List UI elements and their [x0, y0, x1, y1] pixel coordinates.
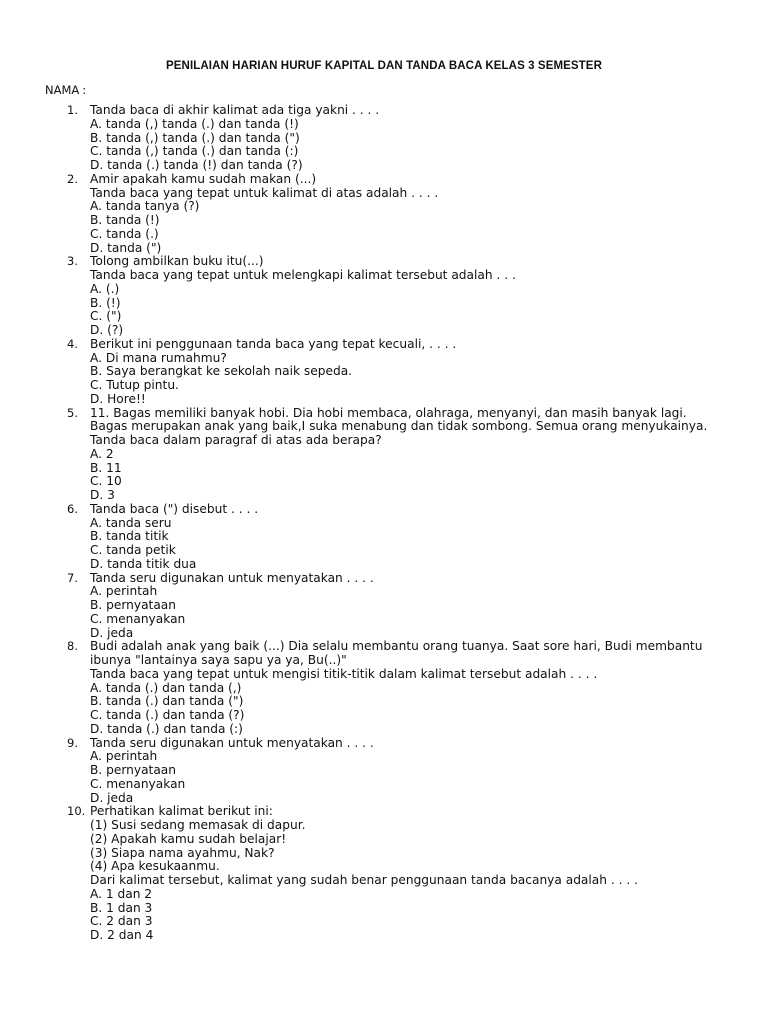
question-item [0, 407, 768, 503]
question-text: Tanda baca yang tepat untuk kalimat di atas adalah . . . . [90, 185, 439, 200]
question-item [0, 503, 768, 572]
question-number: 8. [67, 639, 78, 654]
question-item [0, 173, 768, 256]
question-item [0, 104, 768, 173]
question-text: Tanda baca di akhir kalimat ada tiga yakni . . . . [90, 103, 380, 117]
answer-option: B. 11 [90, 460, 122, 475]
question-item [0, 737, 768, 806]
question-list [0, 104, 768, 943]
question-text: 11. Bagas memiliki banyak hobi. Dia hobi membaca, olahraga, menyanyi, dan masih banyak lagi. [90, 405, 687, 420]
answer-option: C. Tutup pintu. [90, 378, 179, 392]
question-number: 3. [67, 254, 78, 269]
question-text: Tanda baca (") disebut . . . . [90, 501, 259, 516]
question-text: Tanda baca yang tepat untuk mengisi titik-titik dalam kalimat tersebut adalah . . . . [90, 666, 598, 681]
answer-option: C. menanyakan [90, 611, 186, 626]
answer-option: A. 2 [90, 446, 114, 461]
answer-option: D. Hore!! [90, 391, 146, 406]
question-text: (1) Susi sedang memasak di dapur. [90, 818, 306, 832]
answer-option: A. 1 dan 2 [90, 886, 153, 901]
answer-option: B. 1 dan 3 [90, 900, 153, 915]
answer-option: D. 3 [90, 488, 115, 502]
question-text: Bagas merupakan anak yang baik,I suka menabung dan tidak sombong. Semua orang menyukainya. [90, 419, 708, 434]
question-text: Tolong ambilkan buku itu(...) [90, 254, 264, 269]
answer-option: A. (.) [90, 281, 120, 296]
answer-option: A. tanda (,) tanda (.) dan tanda (!) [90, 116, 299, 131]
name-colon: : [82, 83, 87, 97]
question-number: 4. [67, 336, 78, 351]
answer-option: B. (!) [90, 295, 121, 310]
answer-option: C. (") [90, 309, 122, 324]
question-text: Tanda baca dalam paragraf di atas ada berapa? [90, 433, 382, 447]
answer-option: B. pernyataan [90, 598, 176, 612]
answer-option: A. perintah [90, 584, 158, 599]
question-text: Dari kalimat tersebut, kalimat yang sudah benar penggunaan tanda bacanya adalah . . . . [90, 873, 638, 887]
answer-option: D. tanda (.) dan tanda (:) [90, 721, 243, 736]
answer-option: C. tanda (.) dan tanda (?) [90, 708, 245, 722]
question-text: Tanda baca yang tepat untuk melengkapi kalimat tersebut adalah . . . [90, 268, 516, 282]
question-number: 2. [67, 171, 78, 186]
answer-option: B. Saya berangkat ke sekolah naik sepeda. [90, 364, 353, 379]
answer-option: D. 2 dan 4 [90, 928, 154, 942]
question-item [0, 805, 768, 943]
name-label: NAMA [45, 83, 80, 97]
question-number: 10. [67, 804, 86, 819]
answer-option: A. perintah [90, 749, 158, 764]
answer-option: B. tanda (!) [90, 213, 160, 227]
answer-option: D. jeda [90, 625, 134, 640]
answer-option: B. tanda (,) tanda (.) dan tanda (") [90, 130, 300, 145]
question-number: 9. [67, 735, 78, 750]
answer-option: A. Di mana rumahmu? [90, 350, 227, 365]
question-number: 7. [67, 570, 78, 585]
answer-option: B. tanda (.) dan tanda (") [90, 694, 244, 709]
answer-option: A. tanda seru [90, 515, 172, 530]
answer-option: B. pernyataan [90, 763, 176, 777]
question-number: 6. [67, 501, 78, 516]
question-item [0, 572, 768, 641]
question-text: (2) Apakah kamu sudah belajar! [90, 831, 287, 846]
question-text: Tanda seru digunakan untuk menyatakan . . . . [90, 570, 374, 585]
answer-option: D. jeda [90, 790, 134, 805]
answer-option: B. tanda titik [90, 529, 169, 544]
answer-option: C. tanda petik [90, 543, 176, 557]
question-text: (3) Siapa nama ayahmu, Nak? [90, 845, 275, 860]
answer-option: A. tanda (.) dan tanda (,) [90, 680, 242, 695]
answer-option: C. menanyakan [90, 776, 186, 791]
question-item [0, 640, 768, 736]
answer-option: D. (?) [90, 323, 124, 337]
question-number: 1. [67, 103, 78, 117]
question-text: Berikut ini penggunaan tanda baca yang tepat kecuali, . . . . [90, 336, 457, 351]
answer-option: C. 2 dan 3 [90, 914, 153, 929]
question-item [0, 338, 768, 407]
answer-option: C. tanda (.) [90, 226, 159, 241]
question-item [0, 255, 768, 338]
question-text: Budi adalah anak yang baik (...) Dia selalu membantu orang tuanya. Saat sore hari, Budi membantu [90, 639, 703, 654]
page-title: PENILAIAN HARIAN HURUF KAPITAL DAN TANDA BACA KELAS 3 SEMESTER [166, 60, 602, 72]
question-text: Tanda seru digunakan untuk menyatakan . . . . [90, 735, 374, 750]
question-text: (4) Apa kesukaanmu. [90, 859, 220, 874]
answer-option: A. tanda tanya (?) [90, 199, 200, 214]
name-field [45, 83, 86, 97]
question-number: 5. [67, 405, 78, 420]
answer-option: D. tanda titik dua [90, 556, 197, 571]
answer-option: C. tanda (,) tanda (.) dan tanda (:) [90, 144, 299, 159]
answer-option: D. tanda (") [90, 240, 162, 255]
answer-option: C. 10 [90, 474, 122, 489]
question-text: Perhatikan kalimat berikut ini: [90, 804, 273, 819]
answer-option: D. tanda (.) tanda (!) dan tanda (?) [90, 158, 303, 172]
question-text: ibunya "lantainya saya sapu ya ya, Bu(..)" [90, 653, 347, 667]
question-text: Amir apakah kamu sudah makan (...) [90, 171, 317, 186]
